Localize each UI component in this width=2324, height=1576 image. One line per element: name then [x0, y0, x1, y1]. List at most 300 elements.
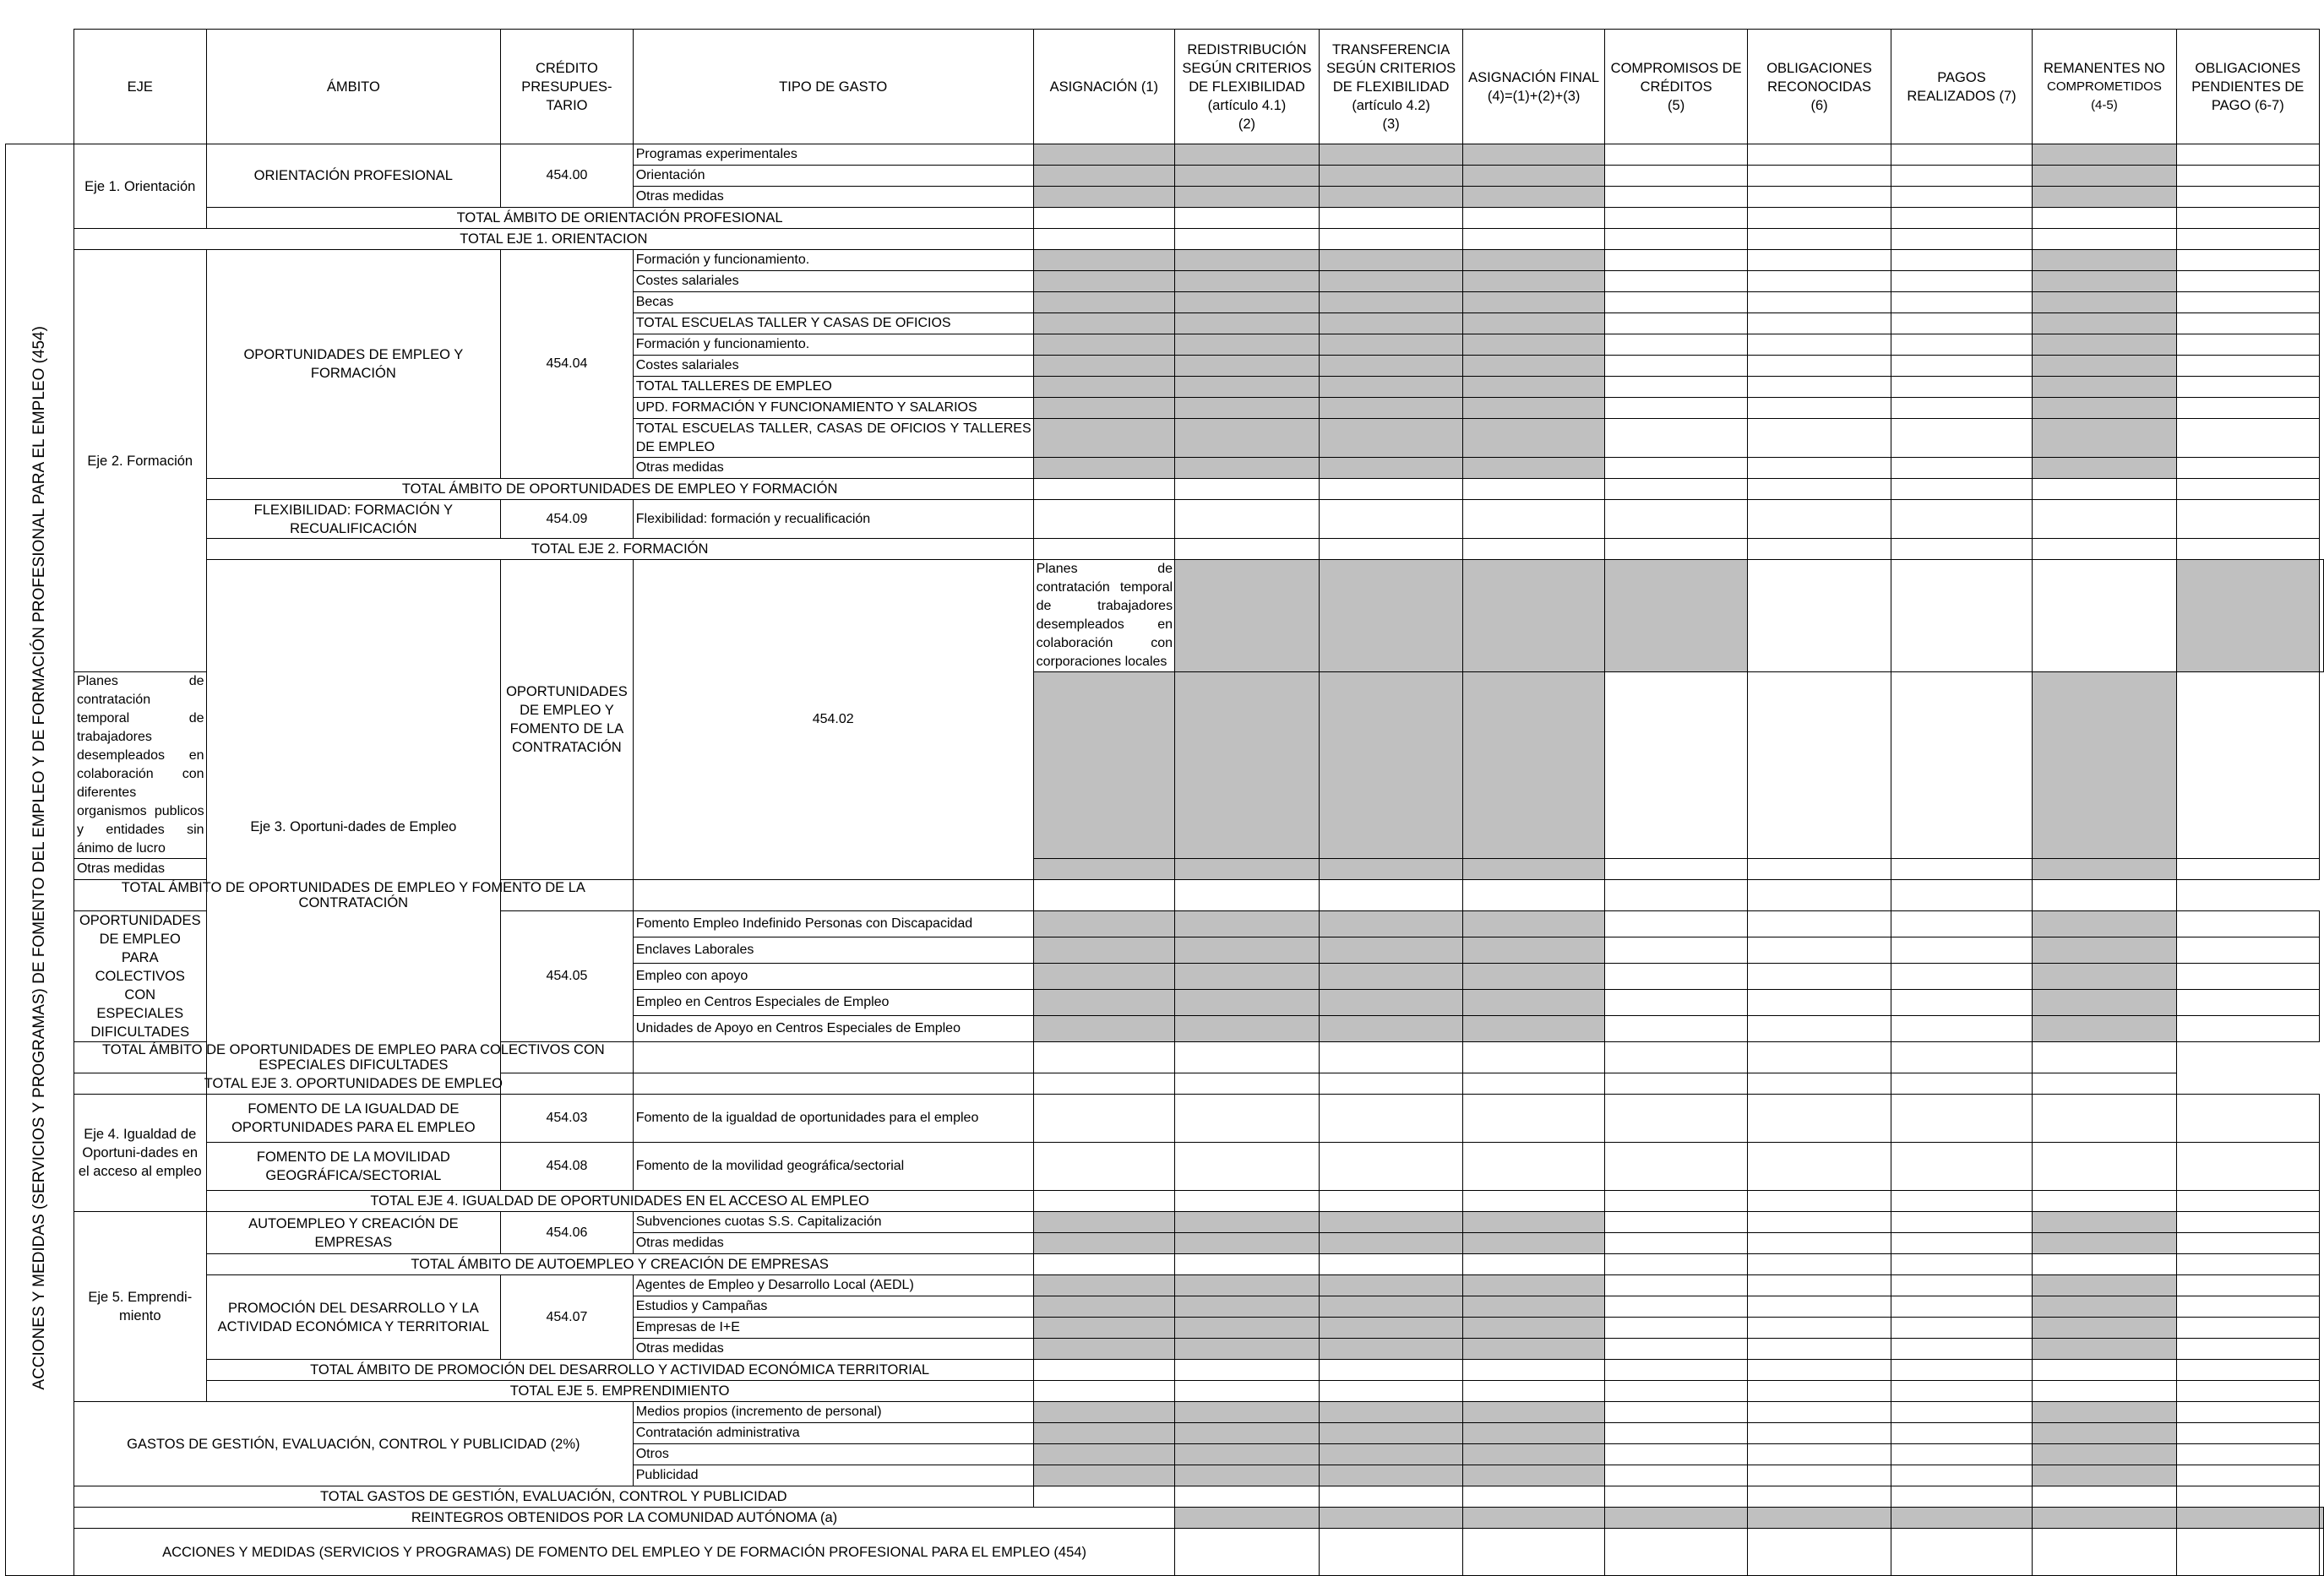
value-cell	[1463, 911, 1604, 937]
value-cell	[1604, 271, 1748, 292]
value-cell	[1463, 1508, 1604, 1529]
value-cell	[1604, 1233, 1748, 1254]
value-cell	[2033, 377, 2176, 398]
value-cell	[1891, 1233, 2033, 1254]
total-ambito-label: TOTAL ÁMBITO DE OPORTUNIDADES DE EMPLEO Y FORMACIÓN	[206, 479, 1033, 500]
value-cell	[1748, 1486, 1891, 1508]
tipo-gasto-item: Otras medidas	[633, 458, 1033, 479]
value-cell	[2033, 1402, 2176, 1423]
header-eje: EJE	[73, 30, 206, 144]
value-cell	[1463, 1233, 1604, 1254]
value-cell	[1463, 1339, 1604, 1360]
value-cell	[1319, 1042, 1463, 1073]
value-cell	[1033, 250, 1174, 271]
value-cell	[1891, 539, 2033, 560]
value-cell	[2176, 1423, 2319, 1444]
value-cell	[2176, 990, 2319, 1016]
value-cell	[1033, 859, 1174, 880]
tipo-gasto-item: TOTAL ESCUELAS TALLER Y CASAS DE OFICIOS	[633, 313, 1033, 334]
value-cell	[2033, 1486, 2176, 1508]
value-cell	[1891, 1465, 2033, 1486]
value-cell	[2033, 458, 2176, 479]
value-cell	[1319, 560, 1463, 672]
value-cell	[2033, 560, 2176, 672]
value-cell	[2033, 937, 2176, 964]
value-cell	[1175, 560, 1320, 672]
value-cell	[1175, 229, 1320, 250]
value-cell	[1175, 1233, 1320, 1254]
value-cell	[2033, 166, 2176, 187]
header-line: COMPROMISOS DE CRÉDITOS	[1610, 60, 1742, 95]
value-cell	[2033, 990, 2176, 1016]
value-cell	[2033, 1318, 2176, 1339]
value-cell	[2033, 1381, 2176, 1402]
value-cell	[1604, 1212, 1748, 1233]
value-cell	[1463, 990, 1604, 1016]
value-cell	[2033, 500, 2176, 539]
value-cell	[1319, 1486, 1463, 1508]
value-cell	[1463, 560, 1604, 672]
value-cell	[1175, 1212, 1320, 1233]
value-cell	[1175, 1381, 1320, 1402]
value-cell	[1175, 539, 1320, 560]
value-cell	[1748, 560, 1891, 672]
value-cell	[1319, 208, 1463, 229]
value-cell	[1463, 1143, 1604, 1191]
value-cell	[1319, 911, 1463, 937]
value-cell	[1175, 208, 1320, 229]
value-cell	[1319, 1360, 1463, 1381]
value-cell	[2176, 1318, 2319, 1339]
value-cell	[2033, 964, 2176, 990]
ambito-label: PROMOCIÓN DEL DESARROLLO Y LA ACTIVIDAD ECONÓMICA Y TERRITORIAL	[206, 1275, 501, 1360]
tipo-gasto-item: Enclaves Laborales	[633, 937, 1033, 964]
value-cell	[1748, 398, 1891, 419]
value-cell	[1175, 271, 1320, 292]
value-cell	[633, 1073, 1033, 1095]
value-cell	[1319, 1529, 1463, 1576]
value-cell	[2033, 208, 2176, 229]
value-cell	[1891, 964, 2033, 990]
value-cell	[1604, 1339, 1748, 1360]
value-cell	[1175, 1402, 1320, 1423]
value-cell	[1319, 1233, 1463, 1254]
value-cell	[2176, 560, 2319, 672]
tipo-gasto-item: Otros	[633, 1444, 1033, 1465]
value-cell	[1891, 458, 2033, 479]
value-cell	[1891, 144, 2033, 166]
value-cell	[1463, 1073, 1604, 1095]
value-cell	[2176, 1296, 2319, 1318]
ambito-label: OPORTUNIDADES DE EMPLEO Y FOMENTO DE LA CONTRATACIÓN	[501, 560, 634, 880]
value-cell	[2176, 964, 2319, 990]
value-cell	[1175, 292, 1320, 313]
value-cell	[2033, 539, 2176, 560]
value-cell	[1604, 1318, 1748, 1339]
value-cell	[1604, 1143, 1748, 1191]
header-remanentes	[2033, 30, 2176, 144]
value-cell	[2176, 208, 2319, 229]
value-cell	[1891, 398, 2033, 419]
total-eje-label: TOTAL EJE 5. EMPRENDIMIENTO	[206, 1381, 1033, 1402]
value-cell	[1319, 1254, 1463, 1275]
value-cell	[1319, 1318, 1463, 1339]
value-cell	[2320, 1508, 2324, 1529]
value-cell	[1463, 1212, 1604, 1233]
value-cell	[1033, 313, 1174, 334]
value-cell	[2176, 1360, 2319, 1381]
tipo-gasto-item: UPD. FORMACIÓN Y FUNCIONAMIENTO Y SALARIOS	[633, 398, 1033, 419]
value-cell	[2176, 419, 2319, 458]
value-cell	[1319, 937, 1463, 964]
value-cell	[1319, 1212, 1463, 1233]
value-cell	[2176, 1486, 2319, 1508]
value-cell	[1463, 1275, 1604, 1296]
value-cell	[1748, 1318, 1891, 1339]
value-cell	[2176, 377, 2319, 398]
reintegros-label: REINTEGROS OBTENIDOS POR LA COMUNIDAD AUTÓNOMA (a)	[73, 1508, 1174, 1529]
value-cell	[1748, 672, 1891, 859]
value-cell	[1319, 1191, 1463, 1212]
value-cell	[1604, 292, 1748, 313]
value-cell	[1319, 458, 1463, 479]
value-cell	[1891, 271, 2033, 292]
value-cell	[1604, 1073, 1748, 1095]
tipo-gasto-item: TOTAL ESCUELAS TALLER, CASAS DE OFICIOS Y TALLERES DE EMPLEO	[633, 419, 1033, 458]
credito-code: 454.06	[501, 1212, 634, 1254]
value-cell	[1604, 1042, 1748, 1073]
header-line: COMPROMETIDOS	[2046, 79, 2162, 94]
value-cell	[1033, 880, 1174, 911]
value-cell	[1033, 1402, 1174, 1423]
vertical-section-label	[6, 144, 74, 1576]
eje-2-label: Eje 2. Formación	[73, 250, 206, 672]
credito-code: 454.05	[501, 911, 634, 1042]
value-cell	[1175, 880, 1320, 911]
value-cell	[1604, 500, 1748, 539]
tipo-gasto-item: Otras medidas	[633, 1233, 1033, 1254]
value-cell	[2033, 1275, 2176, 1296]
value-cell	[1748, 1423, 1891, 1444]
value-cell	[2033, 313, 2176, 334]
value-cell	[1891, 1212, 2033, 1233]
value-cell	[1463, 187, 1604, 208]
value-cell	[2176, 1381, 2319, 1402]
value-cell	[2033, 1444, 2176, 1465]
value-cell	[633, 880, 1033, 911]
value-cell	[1175, 672, 1320, 859]
value-cell	[1033, 1465, 1174, 1486]
value-cell	[1033, 187, 1174, 208]
value-cell	[1748, 1339, 1891, 1360]
value-cell	[1463, 356, 1604, 377]
header-line: (4-5)	[2091, 97, 2118, 112]
value-cell	[1175, 1444, 1320, 1465]
value-cell	[1748, 292, 1891, 313]
tipo-gasto-item: Planes de contratación temporal de trabajadores desempleados en colaboración con corporaciones locales	[1033, 560, 1174, 672]
value-cell	[2176, 1233, 2319, 1254]
vertical-label-text: ACCIONES Y MEDIDAS (SERVICIOS Y PROGRAMAS) DE FOMENTO DEL EMPLEO Y DE FORMACIÓN PROFESIONAL PARA EL EMPLEO (454)	[30, 325, 48, 1390]
tipo-gasto-item: Costes salariales	[633, 271, 1033, 292]
value-cell	[1463, 1486, 1604, 1508]
value-cell	[1891, 1016, 2033, 1042]
value-cell	[1175, 1360, 1320, 1381]
value-cell	[1891, 479, 2033, 500]
value-cell	[1604, 560, 1748, 672]
value-cell	[1175, 334, 1320, 356]
header-ambito: ÁMBITO	[206, 30, 501, 144]
value-cell	[1175, 313, 1320, 334]
value-cell	[1319, 1095, 1463, 1143]
value-cell	[1891, 1254, 2033, 1275]
value-cell	[1319, 250, 1463, 271]
header-redistribucion	[1175, 30, 1320, 144]
value-cell	[1604, 419, 1748, 458]
value-cell	[1463, 672, 1604, 859]
value-cell	[1748, 964, 1891, 990]
tipo-gasto-item: Otras medidas	[73, 859, 206, 880]
value-cell	[1175, 859, 1320, 880]
value-cell	[1748, 377, 1891, 398]
header-line: OBLIGACIONES RECONOCIDAS	[1766, 60, 1872, 95]
value-cell	[1748, 539, 1891, 560]
value-cell	[1891, 187, 2033, 208]
value-cell	[1604, 1486, 1748, 1508]
value-cell	[1175, 964, 1320, 990]
value-cell	[1604, 187, 1748, 208]
total-ambito-label: TOTAL ÁMBITO DE AUTOEMPLEO Y CREACIÓN DE EMPRESAS	[206, 1254, 1033, 1275]
value-cell	[2033, 1423, 2176, 1444]
value-cell	[1175, 1296, 1320, 1318]
value-cell	[2033, 1339, 2176, 1360]
ambito-label: AUTOEMPLEO Y CREACIÓN DE EMPRESAS	[206, 1212, 501, 1254]
value-cell	[2176, 1444, 2319, 1465]
total-eje-label: TOTAL EJE 1. ORIENTACION	[73, 229, 1033, 250]
value-cell	[2176, 1339, 2319, 1360]
value-cell	[1463, 1381, 1604, 1402]
value-cell	[2033, 1296, 2176, 1318]
header-compromisos	[1604, 30, 1748, 144]
budget-table	[5, 29, 2324, 1576]
header-asignacion-final	[1463, 30, 1604, 144]
value-cell	[1033, 1360, 1174, 1381]
value-cell	[1319, 419, 1463, 458]
value-cell	[1748, 990, 1891, 1016]
value-cell	[2176, 1143, 2319, 1191]
value-cell	[2033, 1360, 2176, 1381]
value-cell	[1033, 1095, 1174, 1143]
value-cell	[1891, 1423, 2033, 1444]
header-line: (3)	[1382, 116, 1400, 132]
value-cell	[1604, 539, 1748, 560]
value-cell	[2176, 250, 2319, 271]
value-cell	[1604, 166, 1748, 187]
value-cell	[1604, 144, 1748, 166]
value-cell	[1748, 1508, 1891, 1529]
value-cell	[1033, 964, 1174, 990]
value-cell	[1891, 1339, 2033, 1360]
value-cell	[1033, 1444, 1174, 1465]
tipo-gasto-item: Medios propios (incremento de personal)	[633, 1402, 1033, 1423]
value-cell	[2176, 229, 2319, 250]
value-cell	[1748, 859, 1891, 880]
value-cell	[1463, 144, 1604, 166]
value-cell	[1748, 208, 1891, 229]
value-cell	[1748, 500, 1891, 539]
value-cell	[1175, 187, 1320, 208]
value-cell	[1891, 1143, 2033, 1191]
value-cell	[2033, 398, 2176, 419]
value-cell	[1319, 859, 1463, 880]
value-cell	[1175, 990, 1320, 1016]
value-cell	[1463, 229, 1604, 250]
value-cell	[1891, 1360, 2033, 1381]
value-cell	[1033, 1318, 1174, 1339]
value-cell	[1748, 1095, 1891, 1143]
value-cell	[1319, 1275, 1463, 1296]
value-cell	[1748, 1465, 1891, 1486]
value-cell	[1604, 1095, 1748, 1143]
value-cell	[2033, 1016, 2176, 1042]
value-cell	[1748, 1296, 1891, 1318]
value-cell	[1748, 1042, 1891, 1073]
value-cell	[1175, 356, 1320, 377]
value-cell	[1175, 1508, 1320, 1529]
value-cell	[1175, 1529, 1320, 1576]
value-cell	[2033, 250, 2176, 271]
value-cell	[1463, 1254, 1604, 1275]
value-cell	[1463, 377, 1604, 398]
value-cell	[1748, 334, 1891, 356]
value-cell	[1175, 1042, 1320, 1073]
header-line: REDISTRIBUCIÓN SEGÚN CRITERIOS DE FLEXIBILIDAD	[1182, 41, 1312, 95]
value-cell	[1748, 250, 1891, 271]
total-eje-label: TOTAL EJE 4. IGUALDAD DE OPORTUNIDADES EN EL ACCESO AL EMPLEO	[206, 1191, 1033, 1212]
header-pagos: PAGOS REALIZADOS (7)	[1891, 30, 2033, 144]
value-cell	[2033, 880, 2176, 911]
value-cell	[1604, 859, 1748, 880]
value-cell	[1175, 1254, 1320, 1275]
value-cell	[1891, 1381, 2033, 1402]
ambito-label: FOMENTO DE LA MOVILIDAD GEOGRÁFICA/SECTORIAL	[206, 1143, 501, 1191]
value-cell	[1748, 356, 1891, 377]
tipo-gasto-item: Formación y funcionamiento.	[633, 334, 1033, 356]
header-line: TRANSFERENCIA SEGÚN CRITERIOS DE FLEXIBILIDAD	[1326, 41, 1456, 95]
tipo-gasto-item: Becas	[633, 292, 1033, 313]
value-cell	[2033, 1073, 2176, 1095]
value-cell	[1748, 911, 1891, 937]
value-cell	[1319, 1073, 1463, 1095]
value-cell	[1463, 166, 1604, 187]
value-cell	[1463, 398, 1604, 419]
value-cell	[2176, 1191, 2319, 1212]
tipo-gasto-item: Fomento de la igualdad de oportunidades para el empleo	[633, 1095, 1033, 1143]
value-cell	[1319, 1381, 1463, 1402]
value-cell	[2176, 1465, 2319, 1486]
value-cell	[1891, 1402, 2033, 1423]
tipo-gasto-item: Subvenciones cuotas S.S. Capitalización	[633, 1212, 1033, 1233]
value-cell	[1319, 398, 1463, 419]
value-cell	[1319, 1339, 1463, 1360]
value-cell	[2176, 1275, 2319, 1296]
value-cell	[1319, 1016, 1463, 1042]
value-cell	[1748, 313, 1891, 334]
value-cell	[1319, 229, 1463, 250]
value-cell	[2033, 1233, 2176, 1254]
value-cell	[1463, 271, 1604, 292]
value-cell	[1604, 1508, 1748, 1529]
value-cell	[1748, 1212, 1891, 1233]
tipo-gasto-item: Otras medidas	[633, 187, 1033, 208]
value-cell	[1175, 377, 1320, 398]
value-cell	[1033, 292, 1174, 313]
total-ambito-label: TOTAL ÁMBITO DE ORIENTACIÓN PROFESIONAL	[206, 208, 1033, 229]
credito-code: 454.07	[501, 1275, 634, 1360]
value-cell	[1463, 1042, 1604, 1073]
value-cell	[1748, 1233, 1891, 1254]
value-cell	[1604, 334, 1748, 356]
value-cell	[2033, 1212, 2176, 1233]
value-cell	[1033, 229, 1174, 250]
value-cell	[1748, 1402, 1891, 1423]
value-cell	[1604, 1254, 1748, 1275]
value-cell	[2320, 560, 2324, 672]
value-cell	[2176, 1016, 2319, 1042]
value-cell	[1604, 937, 1748, 964]
value-cell	[1033, 398, 1174, 419]
header-line: (5)	[1668, 97, 1685, 113]
value-cell	[1319, 334, 1463, 356]
value-cell	[1604, 1402, 1748, 1423]
value-cell	[2176, 1508, 2319, 1529]
value-cell	[2176, 672, 2319, 859]
value-cell	[1033, 166, 1174, 187]
value-cell	[1604, 1016, 1748, 1042]
value-cell	[1748, 880, 1891, 911]
value-cell	[1033, 911, 1174, 937]
value-cell	[2176, 539, 2319, 560]
ambito-label: OPORTUNIDADES DE EMPLEO Y FORMACIÓN	[206, 250, 501, 479]
value-cell	[1175, 911, 1320, 937]
value-cell	[2033, 672, 2176, 859]
value-cell	[2033, 229, 2176, 250]
value-cell	[2176, 334, 2319, 356]
value-cell	[2176, 937, 2319, 964]
value-cell	[1463, 419, 1604, 458]
value-cell	[1748, 271, 1891, 292]
tipo-gasto-item: Contratación administrativa	[633, 1423, 1033, 1444]
total-gastos-label: TOTAL GASTOS DE GESTIÓN, EVALUACIÓN, CONTROL Y PUBLICIDAD	[73, 1486, 1033, 1508]
value-cell	[1033, 1143, 1174, 1191]
value-cell	[1891, 672, 2033, 859]
ambito-label: OPORTUNIDADES DE EMPLEO PARA COLECTIVOS CON ESPECIALES DIFICULTADES	[73, 911, 206, 1042]
value-cell	[2176, 1095, 2319, 1143]
value-cell	[1463, 1318, 1604, 1339]
ambito-label: FLEXIBILIDAD: FORMACIÓN Y RECUALIFICACIÓN	[206, 500, 501, 539]
value-cell	[1319, 500, 1463, 539]
value-cell	[1033, 1042, 1174, 1073]
credito-code: 454.03	[501, 1095, 634, 1143]
tipo-gasto-item: TOTAL TALLERES DE EMPLEO	[633, 377, 1033, 398]
value-cell	[1033, 539, 1174, 560]
value-cell	[1604, 250, 1748, 271]
value-cell	[1033, 334, 1174, 356]
value-cell	[2033, 1191, 2176, 1212]
value-cell	[1748, 458, 1891, 479]
value-cell	[1604, 208, 1748, 229]
value-cell	[1748, 1016, 1891, 1042]
value-cell	[1175, 144, 1320, 166]
